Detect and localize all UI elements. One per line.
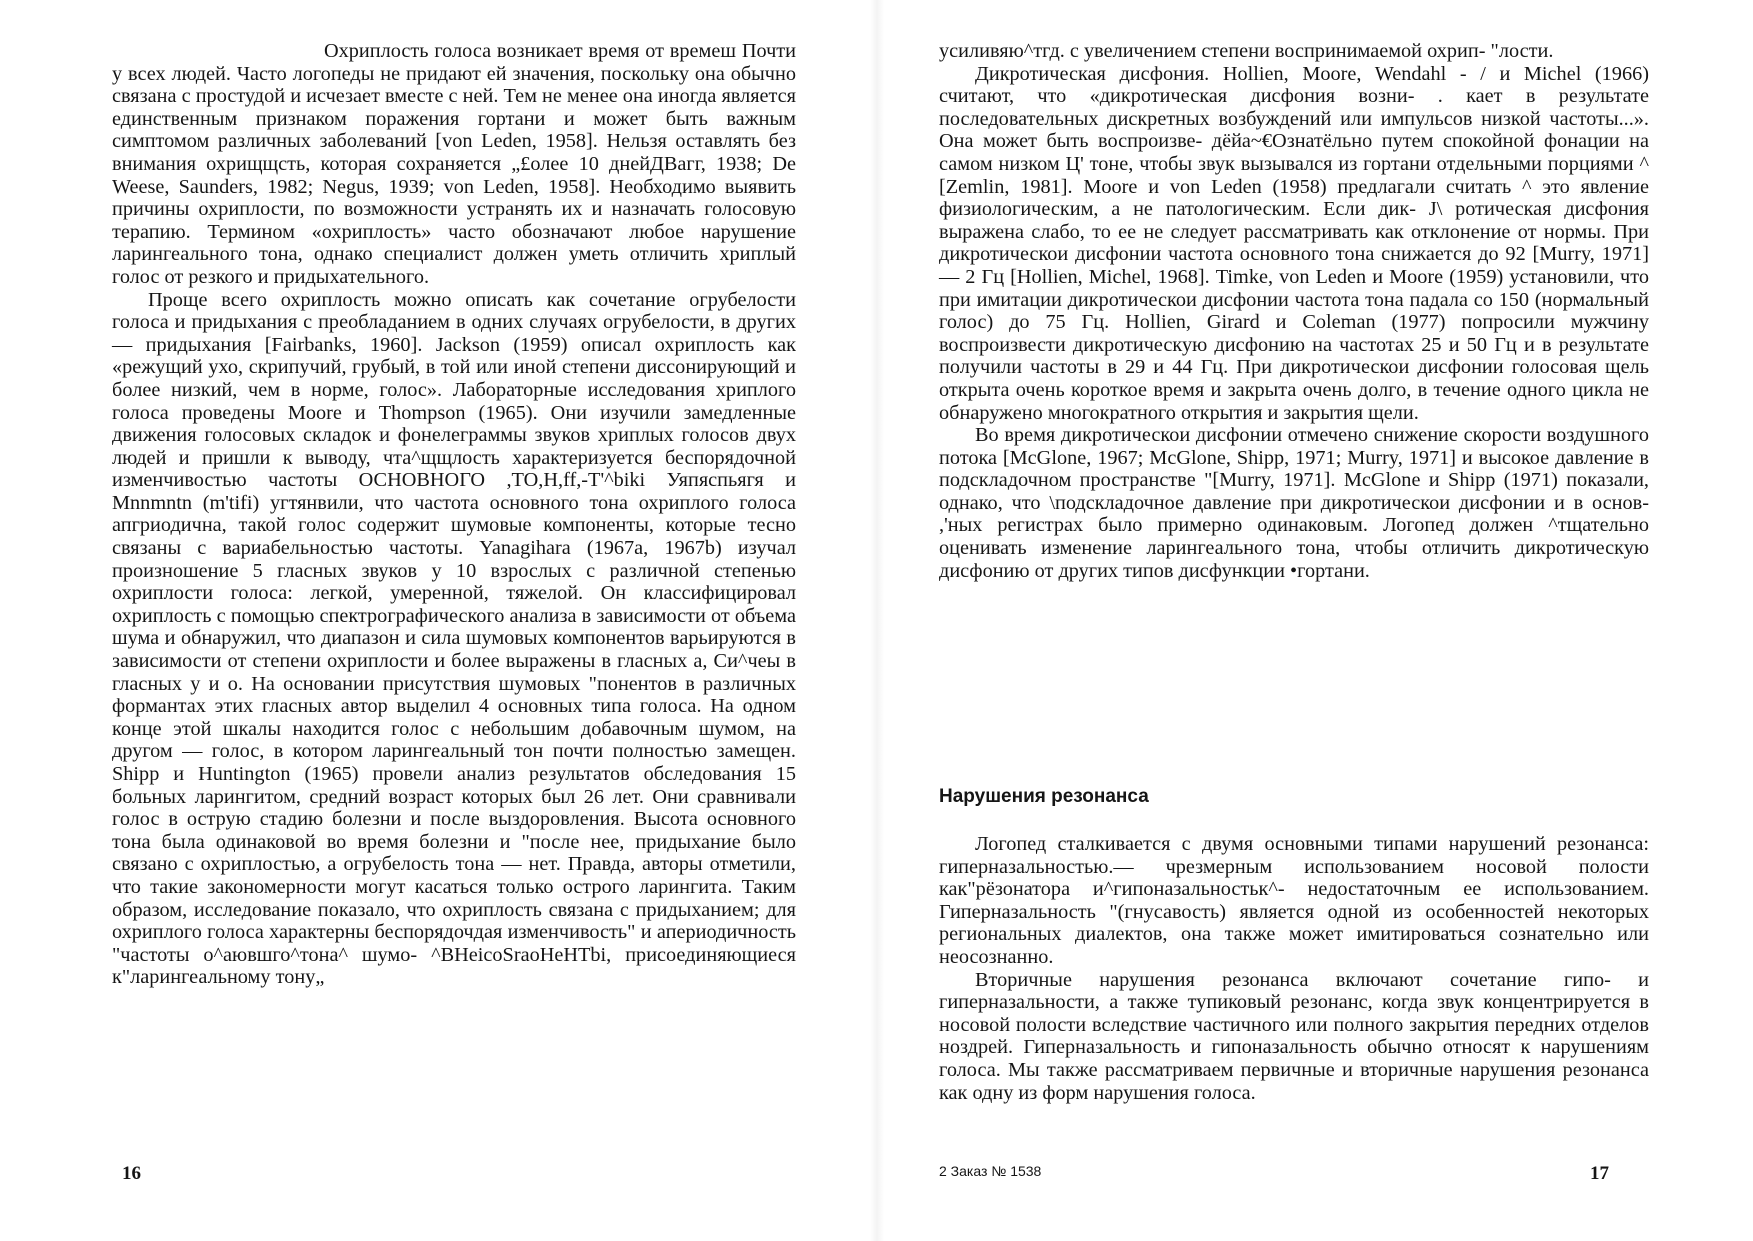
paragraph: Вторичные нарушения резонанса включают сочетание гипо- и гиперназальности, а также тупиковый резонанс, когда звук концентрируется в носовой полости вследствие частичного или полного закрытия передних отделов ноздрей. Гиперназальность и гипоназальность обычно относят к нарушениям голоса. Мы также рассматриваем первичные и вторичные нарушения резонанса как одну из форм нарушения голоса. (939, 968, 1649, 1104)
section-text (939, 833, 1649, 1104)
paragraph: Охриплость голоса возникает время от времеш Почти у всех людей. Часто логопеды не придают ей значения, поскольку она обычно связана с простудой и исчезает вместе с ней. Тем не менее она иногда является единственным признаком поражения гортани и может быть важным симптомом различных заболеваний [von Leden, 1958]. Нельзя оставлять без внимания охрищщсть, которая сохраняется „£олее 10 днейДВагг, 1938; De Weese, Saunders, 1982; Negus, 1939; von Leden, 1958]. Необходимо выявить причины охриплости, по возможности устранять их и назначать голосовую терапию. Термином «охриплость» часто обозначают любое нарушение ларингеального тона, однако специалист должен уметь отличить хриплый голос от резкого и придыхательного. (112, 40, 796, 288)
printer-signature: 2 Заказ № 1538 (939, 1163, 1042, 1179)
paragraph: Во время дикротическои дисфонии отмечено снижение скорости воздушного потока [McGlone, 1967; McGlone, Shipp, 1971; Murry, 1971] и высокое давление в подскладочном пространстве "[Murry, 1971]. McGlone и Shipp (1971) показали, однако, что \подскладочное давление при дикротическои дисфонии и в основ- ,'ных регистрах было примерно одинаковым. Логопед должен ^тщательно оценивать изменение ларингеального тона, чтобы отличить дикротическую дисфонию от других типов дисфункции •гортани. (939, 424, 1649, 582)
paragraph: усиливяю^тгд. с увеличением степени воспринимаемой охрип- "лости. (939, 40, 1554, 62)
paragraph: Дикротическая дисфония. Hollien, Moore, Wendahl - / и Michel (1966) считают, что «дикротическая дисфония возни- . кает в результате последовательных дискретных возбуждений или импульсов низкой частоты...». Она может быть воспроизве- дёйа~€Ознатёльно путем спокойной фонации на самом низком Ц' тоне, чтобы звук вызывался из гортани отдельными порциями ^ [Zemlin, 1981]. Moore и von Leden (1958) предлагали считать ^ это явление физиологическим, а не патологическим. Если дик- J\ ротическая дисфония выражена слабо, то ее не следует рассматривать как отклонение от нормы. При дикротическои дисфонии частота основного тона снижается до 92 [Murry, 1971] — 2 Гц [Hollien, Michel, 1968]. Timke, von Leden и Moore (1959) установили, что при имитации дикротическои дисфонии частота тона падала со 150 (нормальный голос) до 75 Гц. Hollien, Girard и Coleman (1977) попросили мужчину воспроизвести дикротическую дисфонию на частотах 25 и 50 Гц и в результате получили частоты в 29 и 44 Гц. При дикротическои дисфонии голосовая щель открыта очень короткое время и закрыта очень долго, в течение одного цикла не обнаружено многократного открытия и закрытия щели. (939, 62, 1649, 424)
paragraph: Логопед сталкивается с двумя основными типами нарушений резонанса: гиперназальностью.— чрезмерным использованием носовой полости как"рёзонатора и^гипоназальностьк^- недостаточным ее использованием. Гиперназальность "(гнусавость) является одной из особенностей некоторых региональных диалектов, она также может имитироваться сознательно или неосознанно. (939, 833, 1649, 968)
left-page-text (112, 40, 796, 989)
right-page-text (939, 40, 1649, 582)
right-page (877, 0, 1753, 1241)
paragraph: Проще всего охриплость можно описать как сочетание огрубелости голоса и придыхания с преобладанием в одних случаях огрубелости, в других — придыхания [Fairbanks, 1960]. Jackson (1959) описал охриплость как «режущий ухо, скрипучий, грубый, в той или иной степени диссонирующий и более низкий, чем в норме, голос». Лабораторные исследования хриплого голоса проведены Moore и Thompson (1965). Они изучили замедленные движения голосовых складок и фонелеграммы звуков хриплых голосов двух людей и пришли к выводу, чта^щщлость характеризуется беспорядочной изменчивостью частоты ОСНОВНОГО ,ТО,Н,ff,-Т'^biki Уяпяспьягя и Mnnmntn (m'tifi) угтянвили, что частота основного тона охриплого голоса апгриодична, такой голос содержит шумовые компоненты, которые тесно связаны с вариабельностью частоты. Yanagihara (1967а, 1967b) изучал произношение 5 гласных звуков у 10 взрослых с различной степенью охриплости голоса: легкой, умеренной, тяжелой. Он классифицировал охриплость с помощью спектрографического анализа в зависимости от объема шума и обнаружил, что диапазон и сила шумовых компонентов варьируются в зависимости от степени охриплости и более выражены в гласных а, Си^чеы в гласных у и о. На основании присутствия шумовых "понентов в различных формантах этих гласных автор выделил 4 основных типа голоса. На одном конце этой шкалы находится голос с небольшим добавочным шумом, на другом — голос, в котором ларингеальный тон почти полностью замещен. Shipp и Huntington (1965) провели анализ результатов обследования 15 больных ларингитом, средний возраст которых был 26 лет. Они сравнивали голос в острую стадию болезни и после выздоровления. Высота основного тона была одинаковой во время болезни и "после нее, придыхание было связано с охриплостью, а огрубелость тона — нет. Правда, авторы отметили, что такие закономерности могут касаться только острого ларингита. Таким образом, исследование показало, что охриплость связана с придыханием; для охриплого голоса характерны беспорядочдая изменчивость" и апериодичность "частоты о^аювшго^тона^ шумо- ^BHeicoSraoHeHTbi, присоединяющиеся к"ларингеальному тону„ (112, 288, 796, 989)
page-number: 16 (122, 1163, 141, 1184)
section-heading: Нарушения резонанса (939, 786, 1149, 807)
page-number: 17 (1590, 1163, 1609, 1184)
